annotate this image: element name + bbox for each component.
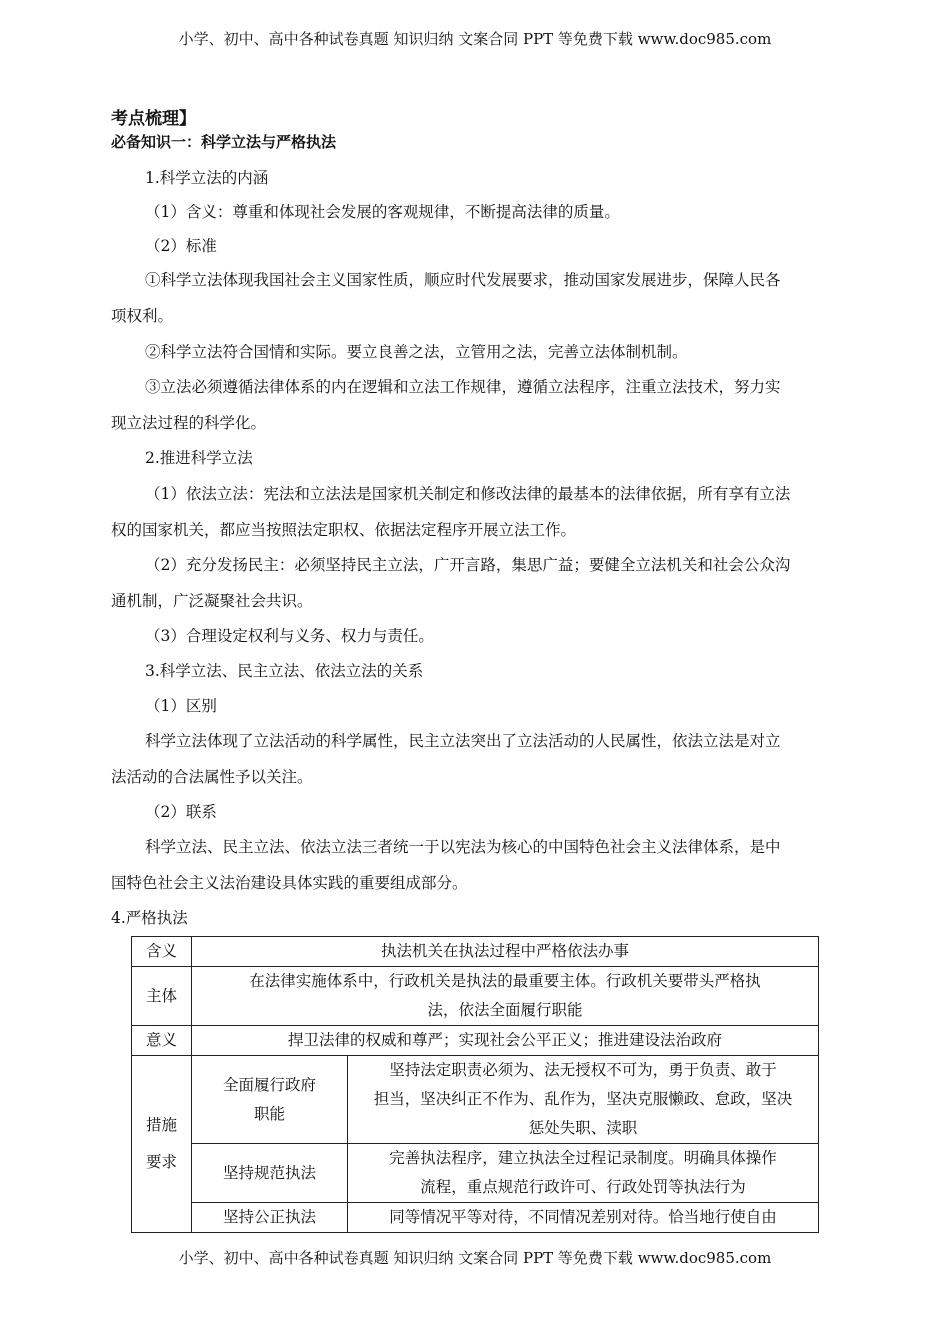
page-header: 小学、初中、高中各种试卷真题 知识归纳 文案合同 PPT 等免费下载 www.doc985.com <box>178 30 772 48</box>
table-row <box>132 967 819 1026</box>
row-label: 含义 <box>132 937 192 967</box>
text-line: （1）区别 <box>145 697 217 715</box>
text-line: 项权利。 <box>111 307 174 325</box>
row-content: 捍卫法律的权威和尊严；实现社会公平正义；推进建设法治政府 <box>192 1026 819 1056</box>
text-line: 2.推进科学立法 <box>145 449 253 467</box>
text-line: 1.科学立法的内涵 <box>145 169 269 187</box>
text-line: （2）联系 <box>145 803 217 821</box>
table-row <box>132 937 819 967</box>
text-line: 通机制，广泛凝聚社会共识。 <box>111 592 313 610</box>
text-line: （1）依法立法：宪法和立法法是国家机关制定和修改法律的最基本的法律依据，所有享有立法 <box>145 485 791 503</box>
table-row <box>132 1026 819 1056</box>
text-line: 3.科学立法、民主立法、依法立法的关系 <box>145 662 424 680</box>
table-row <box>132 1203 819 1233</box>
measures-label: 措施 要求 <box>132 1056 192 1233</box>
text-line: （2）充分发扬民主：必须坚持民主立法，广开言路，集思广益；要健全立法机关和社会公众沟 <box>145 556 791 574</box>
text-line: 4.严格执法 <box>111 909 188 927</box>
text-line: 国特色社会主义法治建设具体实践的重要组成部分。 <box>111 874 468 892</box>
text-line: （3）合理设定权利与义务、权力与责任。 <box>145 627 434 645</box>
text-line: 现立法过程的科学化。 <box>111 414 267 432</box>
text-line: （2）标准 <box>145 237 217 255</box>
measure-label: 坚持公正执法 <box>192 1203 348 1233</box>
text-line: ③立法必须遵循法律体系的内在逻辑和立法工作规律，遵循立法程序，注重立法技术，努力实 <box>145 378 781 396</box>
law-enforcement-table <box>131 936 819 1233</box>
table-row <box>132 1056 819 1144</box>
row-content: 在法律实施体系中，行政机关是执法的最重要主体。行政机关要带头严格执 法，依法全面履行职能 <box>192 967 819 1026</box>
text-line: 科学立法体现了立法活动的科学属性，民主立法突出了立法活动的人民属性，依法立法是对立 <box>145 732 781 750</box>
page-footer: 小学、初中、高中各种试卷真题 知识归纳 文案合同 PPT 等免费下载 www.doc985.com <box>178 1249 772 1267</box>
row-label: 意义 <box>132 1026 192 1056</box>
row-label: 主体 <box>132 967 192 1026</box>
text-line: （1）含义：尊重和体现社会发展的客观规律，不断提高法律的质量。 <box>145 203 620 221</box>
subtitle: 必备知识一：科学立法与严格执法 <box>111 133 337 151</box>
text-line: 权的国家机关，都应当按照法定职权、依据法定程序开展立法工作。 <box>111 521 577 539</box>
section-title: 考点梳理】 <box>111 109 196 129</box>
text-line: ①科学立法体现我国社会主义国家性质，顺应时代发展要求，推动国家发展进步，保障人民各 <box>145 271 781 289</box>
row-content: 执法机关在执法过程中严格依法办事 <box>192 937 819 967</box>
text-line: ②科学立法符合国情和实际。要立良善之法，立管用之法，完善立法体制机制。 <box>145 343 688 361</box>
measure-content: 同等情况平等对待，不同情况差别对待。恰当地行使自由 <box>348 1203 819 1233</box>
table-row <box>132 1144 819 1203</box>
measure-label: 坚持规范执法 <box>192 1144 348 1203</box>
measure-label: 全面履行政府 职能 <box>192 1056 348 1144</box>
text-line: 法活动的合法属性予以关注。 <box>111 768 313 786</box>
measure-content: 完善执法程序，建立执法全过程记录制度。明确具体操作 流程，重点规范行政许可、行政处罚等执法行为 <box>348 1144 819 1203</box>
measure-content: 坚持法定职责必须为、法无授权不可为，勇于负责、敢于 担当，坚决纠正不作为、乱作为，坚决克服懒政、怠政，坚决 惩处失职、渎职 <box>348 1056 819 1144</box>
text-line: 科学立法、民主立法、依法立法三者统一于以宪法为核心的中国特色社会主义法律体系，是中 <box>145 838 781 856</box>
